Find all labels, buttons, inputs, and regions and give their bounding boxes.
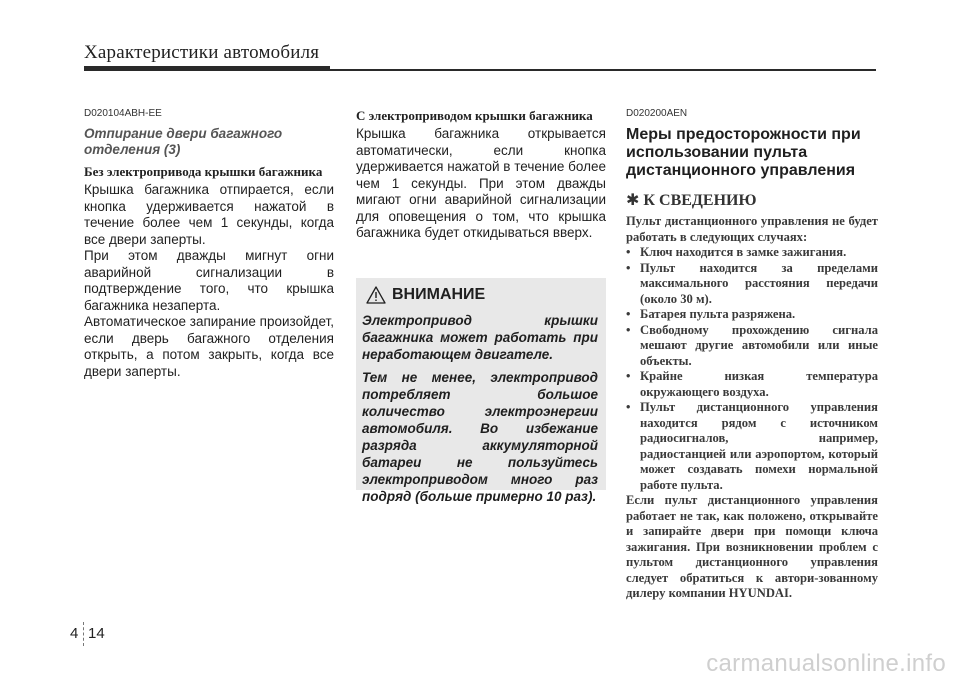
column-middle	[356, 108, 606, 242]
list-item: • Батарея пульта разряжена.	[626, 307, 878, 323]
note-bullet-list	[626, 245, 878, 493]
page-number: 14	[88, 625, 105, 642]
list-item: • Пульт дистанционного управления находится рядом с источником радиосигналов, например, радиостанцией или аэропортом, который может создавать помехи нормальной работе пульта.	[626, 400, 878, 493]
warning-triangle-icon	[366, 286, 386, 304]
column-left	[84, 108, 334, 380]
note-title	[626, 190, 878, 210]
warning-box	[356, 278, 606, 504]
list-item: • Пульт находится за пределами максимального расстояния передачи (около 30 м).	[626, 261, 878, 308]
watermark: carmanualsonline.info	[706, 650, 946, 677]
column-right	[626, 108, 878, 602]
list-item: • Ключ находится в замке зажигания.	[626, 245, 878, 261]
warning-label: ВНИМАНИЕ	[392, 286, 486, 303]
note-intro: Пульт дистанционного управления не будет работать в следующих случаях:	[626, 214, 878, 244]
warning-paragraph-1: Электропривод крышки багажника может работать при неработающем двигателе.	[362, 313, 598, 362]
header-rule	[84, 69, 876, 71]
warning-body	[362, 312, 598, 511]
section-number: 4	[70, 625, 79, 642]
page-number-divider	[83, 622, 85, 646]
section-code: D020104ABH-EE	[84, 108, 162, 119]
note-star-icon: ✱	[626, 190, 640, 209]
subsection-heading: Без электропривода крышки багажника	[84, 164, 323, 179]
page-header-title: Характеристики автомобиля	[84, 42, 320, 63]
section-code: D020200AEN	[626, 108, 688, 119]
paragraph-2: При этом дважды мигнут огни аварийной сигнализации в подтверждение того, что крышка багажника незаперта.	[84, 248, 334, 313]
note-title-text: К СВЕДЕНИЮ	[643, 192, 757, 209]
section-subtitle: Отпирание двери багажного отделения (3)	[84, 126, 283, 157]
warning-header	[366, 286, 485, 304]
list-item: • Крайне низкая температура окружающего воздуха.	[626, 369, 878, 400]
warning-paragraph-2: Тем не менее, электропривод потребляет большое количество электроэнергии автомобиля. Во избежание разряда аккумуляторной батареи не пользуйтесь электроприводом много раз подряд (больше примерно 10 раз).	[362, 370, 598, 504]
section-heading: Меры предосторожности при использовании пульта дистанционного управления	[626, 126, 861, 179]
note-closing: Если пульт дистанционного управления работает не так, как положено, открывайте и запирайте двери при помощи ключа зажигания. При возникновении проблем с пультом дистанционного управления следует обратиться к автори-зованному дилеру компании HYUNDAI.	[626, 493, 878, 600]
list-item: • Свободному прохождению сигнала мешают другие автомобили или иные объекты.	[626, 323, 878, 370]
paragraph-1: Крышка багажника открывается автоматически, если кнопка удерживается нажатой в течение более чем 1 секунды. При этом дважды мигают огни аварийной сигнализации для оповещения о том, что крышка багажника будет откидываться вверх.	[356, 126, 606, 240]
paragraph-1: Крышка багажника отпирается, если кнопка удерживается нажатой в течение более чем 1 секунды, когда все двери заперты.	[84, 182, 334, 247]
subsection-heading: С электроприводом крышки багажника	[356, 108, 593, 123]
paragraph-3: Автоматическое запирание произойдет, если дверь багажного отделения открыть, а потом закрыть, когда все двери заперты.	[84, 314, 334, 379]
